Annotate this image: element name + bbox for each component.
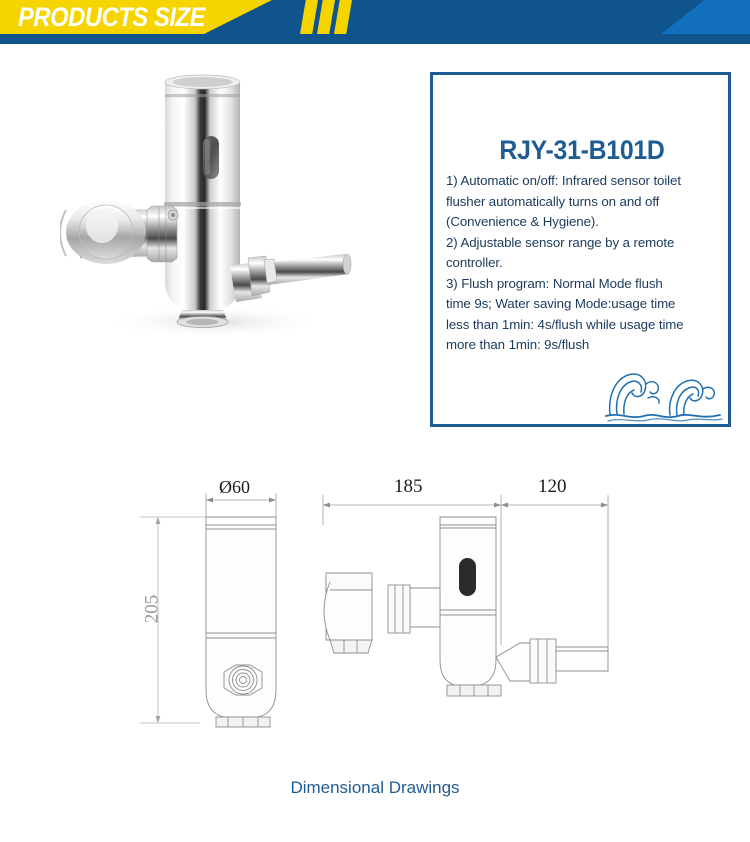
dimension-label-depth: 185 — [394, 476, 423, 497]
product-model-title: RJY-31-B101D — [499, 135, 665, 165]
side-view-body — [440, 517, 496, 685]
spec-feature-line: 3) Flush program: Normal Mode flush — [446, 275, 663, 291]
spec-feature-line: less than 1min: 4s/flush while usage time — [446, 316, 684, 332]
wave-ornament-icon — [604, 362, 724, 422]
page-title: PRODUCTS SIZE — [18, 2, 206, 32]
dimension-label-diameter: Ø60 — [219, 477, 250, 497]
spec-feature-line: 2) Adjustable sensor range by a remote — [446, 234, 675, 250]
valve-body — [165, 82, 240, 310]
spec-feature-line: time 9s; Water saving Mode:usage time — [446, 296, 676, 311]
dimension-label-outlet: 120 — [538, 476, 567, 497]
spec-feature-line: more than 1min: 9s/flush — [446, 337, 590, 352]
outlet-tube — [265, 254, 349, 285]
side-view-angle-valve — [326, 582, 372, 640]
spec-feature-line: flusher automatically turns on and off — [446, 193, 660, 209]
page-header-banner — [0, 0, 750, 44]
side-view-sensor-window — [459, 558, 476, 596]
spec-feature-line: (Convenience & Hygiene). — [446, 214, 599, 229]
specification-panel — [430, 72, 731, 427]
product-photo-image — [60, 60, 420, 440]
product-photo — [60, 60, 420, 440]
dimensional-drawings — [0, 455, 750, 745]
banner-underline — [0, 34, 750, 44]
side-view-coupling-nut — [388, 585, 410, 633]
drawings-svg — [0, 455, 750, 745]
spec-feature-line: 1) Automatic on/off: Infrared sensor toilet — [446, 173, 681, 188]
drawings-caption: Dimensional Drawings — [290, 778, 460, 797]
spec-feature-line: controller. — [446, 255, 503, 270]
dimension-label-height: 205 — [141, 594, 163, 624]
